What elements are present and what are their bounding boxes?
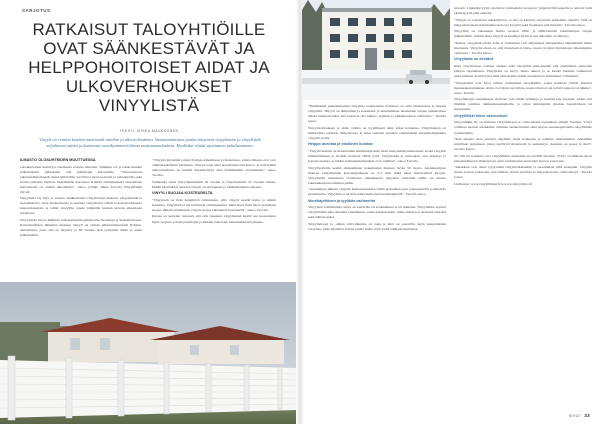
left-column-2 — [152, 158, 276, 278]
right-page — [302, 0, 600, 424]
paragraph: "Vinyyliä käytetään paljon Pohjois-Amerikassa ja Kanadassa, joiden ilmasto-olot ovat ominaisuuksiltaan Suomessa. Vinyyli sopii sekä pientaloihin että kerros- ja rivitaloihin ulkoverhoiluun. Se kuuluu marjamyllyyn sekä äärimmäisiin olosuhteisiin", sanoo Tuovila. — [152, 158, 276, 178]
paragraph: "Kustaa, vinyylistä tehdyt aidat ja verhoukset ovat säilyttäneet alkuperäisen ulkonäkönsä ilman maalausta. Vinyylin etuna on, että materiaali ei lahoa, ruostu tai kärsi hyönteisten aiheuttamista vaurioista", Tuovila kertoo. — [454, 40, 592, 55]
right-column-1 — [308, 104, 446, 404]
paragraph: Vinyylitalo Oy myy ja asentaa asiakkaalaisia vinyyliaitoja mukaan, vinyyliseiniä ja terassikattoita. Alan maahantuojia ja asentaja vinyylitaloa viikon kokonaisvaltaisesta kokonaisuudesta ja toimii vinyylilla toisen vähintään kuuden kerroin alkuaikaan Suomessa. — [20, 196, 142, 216]
apartment-illustration — [302, 0, 450, 100]
paragraph: "Esimerkiksi puurakenteisiin vinyylina toteutetuissa kohteissa on ollut kiinnostusta ja laajasti vinyylistä. Vinyyli on lämpötilan ja kosteuden ja muuttuminen alkaneiden talojen julkisivuissa näissä verkkosivuiksi, että saattavat olla helppo, tyylikäs ja pitkäkestoinen vaihtoehto", Tuovila sanoo. — [308, 104, 446, 124]
paragraph: vuosikertoimet kestävyys Suomessa erotelat taikonan. Tämäkin voi ja tokan muiden julkisivuinnit puhtaitaksi olla julkisivujä kuivuneille. "Talousseuraus rakennusmateriaaleil, kuten kiiltävään, uuvittavat mosa kosteuta ja pahentuvilla sekä kovina etuisista myöten. Sademäärän kasvaessa erilaisia ominaisuuksia suojaamaan kuivamaalla on eräistä tuhoamasta", sanoo yrittäjä Jukka Tuovila Vinyylifiikki Oy:stä. — [20, 164, 142, 194]
paragraph: terassin. Läpinäkyvyyttä rajoittavat vaihtoehdot suojaavat ympäröiviltä katseilta ja antavat lisää yksityisyyttä piha-alueelle. — [454, 6, 592, 16]
paragraph: Yli 100 eri kohdetta ovat vinyylifiikin asentamia eri puolilla Suomea. Yritys on mukana myös kansainvälisessä yhteistyössä, jolla varmistetaan tuotteiden laatu ja saatavuus. — [454, 153, 592, 163]
paragraph: "Asennuksen jälkeen vinyylin kunnossapidoksi riittää ajoittainen pesu painepesurilla ja miedolla pesuaineella. Vinyylille ei tarvitse tehdä muita huoltotoimenpiteitä", Tuovila sanoo. — [308, 187, 446, 197]
paragraph: Vinyylifiikki Oy on hoitanut vinyyliaitojen ja -verhouksien asennuksia ympäri Suomea. Yritys toimittaa tuotteet asiakkaille valmiina asennettaviksi sekä tarjoaa asennuspalveluita taloyhtiöille ja kuluttajille. — [454, 120, 592, 135]
paragraph: Vinyyliaitojen asennukseen tarvitaan vain vähän työkaluja ja asennus käy nopeasti. Aidan osat liitetään toisiinsa lukitusmekanismeilla, ja tolpat kiinnitetään maahan betonivaluun tai maaruuviin. — [454, 97, 592, 112]
paragraph: Vinyyliaitojen ja -sidien värivalikoima on laaja ja niitä on saatavilla myös puupintaisina versioina, jotka näyttävät aidolta puulta mutta eivät vaadi lainkaan maalausta. — [308, 221, 446, 232]
paragraph: "Vinyyliverhoilu on materiaalina edullisempi kuin moni muu julkisivumateriaali, koska vinyylin kiinnittämiseen ja aitoihin tarvitaan vähän työtä. Vinyyliaidat ja verhoukset ovat helppoja ja nopeita asentaa, ja niiden asennuskustannukset ovat edulliset", sanoo Tuovila. — [308, 148, 446, 163]
paragraph: Vinyyliverhoilu kestää aikaisempien kokemusten mukaan hyvin 50 vuotta. Asennusohjeen mukaan vinyyliseinän kokonaispaksuus on 3–5 mm, mikä tekee materiaalista kevyen. Vinyylisidit asennetaan tavallisesti rakennuksen nykyisen verhoilun päälle tai uuteen rakennukseen koolausten päälle. — [308, 165, 446, 185]
fence-photo — [0, 282, 298, 424]
paragraph: "Asiakkaat ovat olleet tyytyväisiä vinyyliratkaisuihin ja suosittelleet niitä eteenpäin. Vinyylin suosio kasvaa jatkuvasti, kun ihmiset etsivät kestäviä ja helppohoitoisia vaihtoehtoja", Tuovila toteaa. — [454, 165, 592, 180]
left-column-1 — [20, 158, 142, 278]
paragraph: Vinyylisidit tuovat Mehrein valkoiselaiselle julkisivulle Suomessa ja Skandinaviassa. Kansainvälisten lähteiden mukaan vinyyli on yleisin julkisivumateriaali Pohjois-Amerikassa, jossa sitä on käytetty jo 60 vuoden ajan pohjoisen tähän ja aidan julkisivuihin. — [20, 218, 142, 238]
section-tag: SARJOTUS — [22, 8, 51, 13]
paragraph: Vinyylistä on rakennettu mallia vuosien 1990- ja 2000-lukuilla rakennettujen talojen julkisivuihin. Julkisivuissa vinyyli on kestänyt hyvin ja sen ulkonäkö on säilynyt. — [454, 29, 592, 39]
paragraph: "Vinyylissä on ihan hengittävä ominaisuus, sillä vinyyli kestää kuiva ja märkä kosteutta. Vinyylissä ei ole levitettyjä ominaisuuksia, mikä myös lisää lahon ajoittaisen suojaa. Oikein asennettuna vinyyli suojaa rakennusta kosteudelta", sanoo Tuovila. — [152, 197, 276, 212]
subhead: Helppo asentaa ja edullinen huoltaa — [308, 142, 373, 147]
paragraph: Vinyyliverhouksen ja aidan valinta on tyypillisesti tehty aidan kohteissa. Vinyyliaitaan on mahdollista rakentaa lämpöeristys ja siten osaltaan parantaa rakennuksen energiatehokkuutta vinyylin avulla. — [308, 125, 446, 140]
paragraph: "Vinyyli on tarkoitettu ulkokäyttöön, ja sitä on käytetty erityisesti pohjoisilla alueilla. Sillä on helppohoitoisena materiaalina kasvava kysyntä sekä Suomessa että muualla", Tuovila sanoo. — [454, 17, 592, 27]
paragraph: Valmistaja antaa vinyylipaneeleille 50 vuoden ja vinyyliaidoille 25 vuoden takuun. Pitkän käyttöiänsä ansiosta vinyyli on ekologinen ja vähäpäästöinen ratkaisu. — [152, 179, 276, 189]
paragraph: Kustaa on kertonut tuoreesti että eräs rakennus vinyyliseinä kestää sen kosteudesta myös suojana, jolloin puutalojen ja muiden lahoavien materiaalien ikä pitenee. — [152, 214, 276, 224]
left-page — [0, 0, 298, 424]
paragraph: Vinyylistä valmistettuja aitoja on saatavilla eri korkeuksina ja eri malleina. Vinyyliaidat sopivat taloyhtiöiden piha-alueiden rajaamiseen, roska-astiakatoksiin, uima-altaiden ja terassien suojaksi sekä näkösuojaksi. — [308, 205, 446, 220]
apartment-photo — [302, 0, 450, 100]
paragraph: "Vinyyliaidat ovat hyvä valinta esimerkiksi taloyhtiöille, joissa halutaan välttää jatkuvat maalauskustannukset. Aidat ovat myös turvallisia, koska niissä ei ole teräviä reunoja tai tikkuja", sanoo Tuovila. — [454, 80, 592, 95]
subhead: ILMASTO OLOSUHTEIDEN MUUTTUESSA — [20, 158, 96, 162]
footer-label: SIVUT — [568, 414, 582, 418]
paragraph: Kilta vinyyliaitoja voidaan asentaa sekä taloyhtiön piha-alueille että yksittäisten asuntojen pihojen rajaamiseen. Vinyyliaita on kevyt, mutta tukeva ja se kestää Suomen vaihtelevat sääolosuhteet. Kestävyyttä lisää aitatolppien sisään asennettavat alumiiniset vahvikkeet. — [454, 63, 592, 79]
subhead: Vinyyliaita on kestävä — [454, 57, 494, 62]
lead-paragraph: Vinyyli on erittäin kestävä materiaali aitoihin ja ulkoverhouksiin. Vastamaalattuna puulta näyttävät vinyyliaidat ja vinyylisidit soljahtavat nätisti ja kuntoinsa vuosikymmeniä ilman uusintamaalauksia. Huolluksi riittää ajoittainen puhdistaminen. — [39, 137, 261, 149]
page-number: 33 — [584, 413, 590, 418]
right-column-2 — [454, 6, 592, 404]
subhead: VINYYLI SUOJAA KOSTEUDELTA — [152, 191, 213, 196]
fence-illustration — [0, 282, 298, 424]
byline: TEKSTI: MISKA MÄUKKONEN — [119, 129, 179, 133]
paragraph: Lisätietoja: www.vinyylifiikki.fi ja www.vinyylitalot.fi — [454, 181, 533, 186]
paragraph: "Kun asiakas ottaa yhteyttä, käymme ensin kohteessa ja teemme suunnitelman. Annamme kirjallisen tarjouksen, johon sisältyvät materiaalit ja asennustyö. Asennus on nopea ja siisti", Tuovila kertoo. — [454, 137, 592, 152]
subhead: Monikäyttöinen ja tyylikäs vaihtoehto — [308, 198, 376, 203]
article-headline: RATKAISUT TALOYHTIÖILLE OVAT SÄÄNKESTÄVÄT JA HELPPOHOITOISET AIDAT JA ULKOVERHOUKSET VINYYLISTÄ — [28, 20, 270, 115]
page-footer — [569, 413, 590, 418]
subhead: Vinyylifiikki tekee asennukset — [454, 113, 508, 118]
